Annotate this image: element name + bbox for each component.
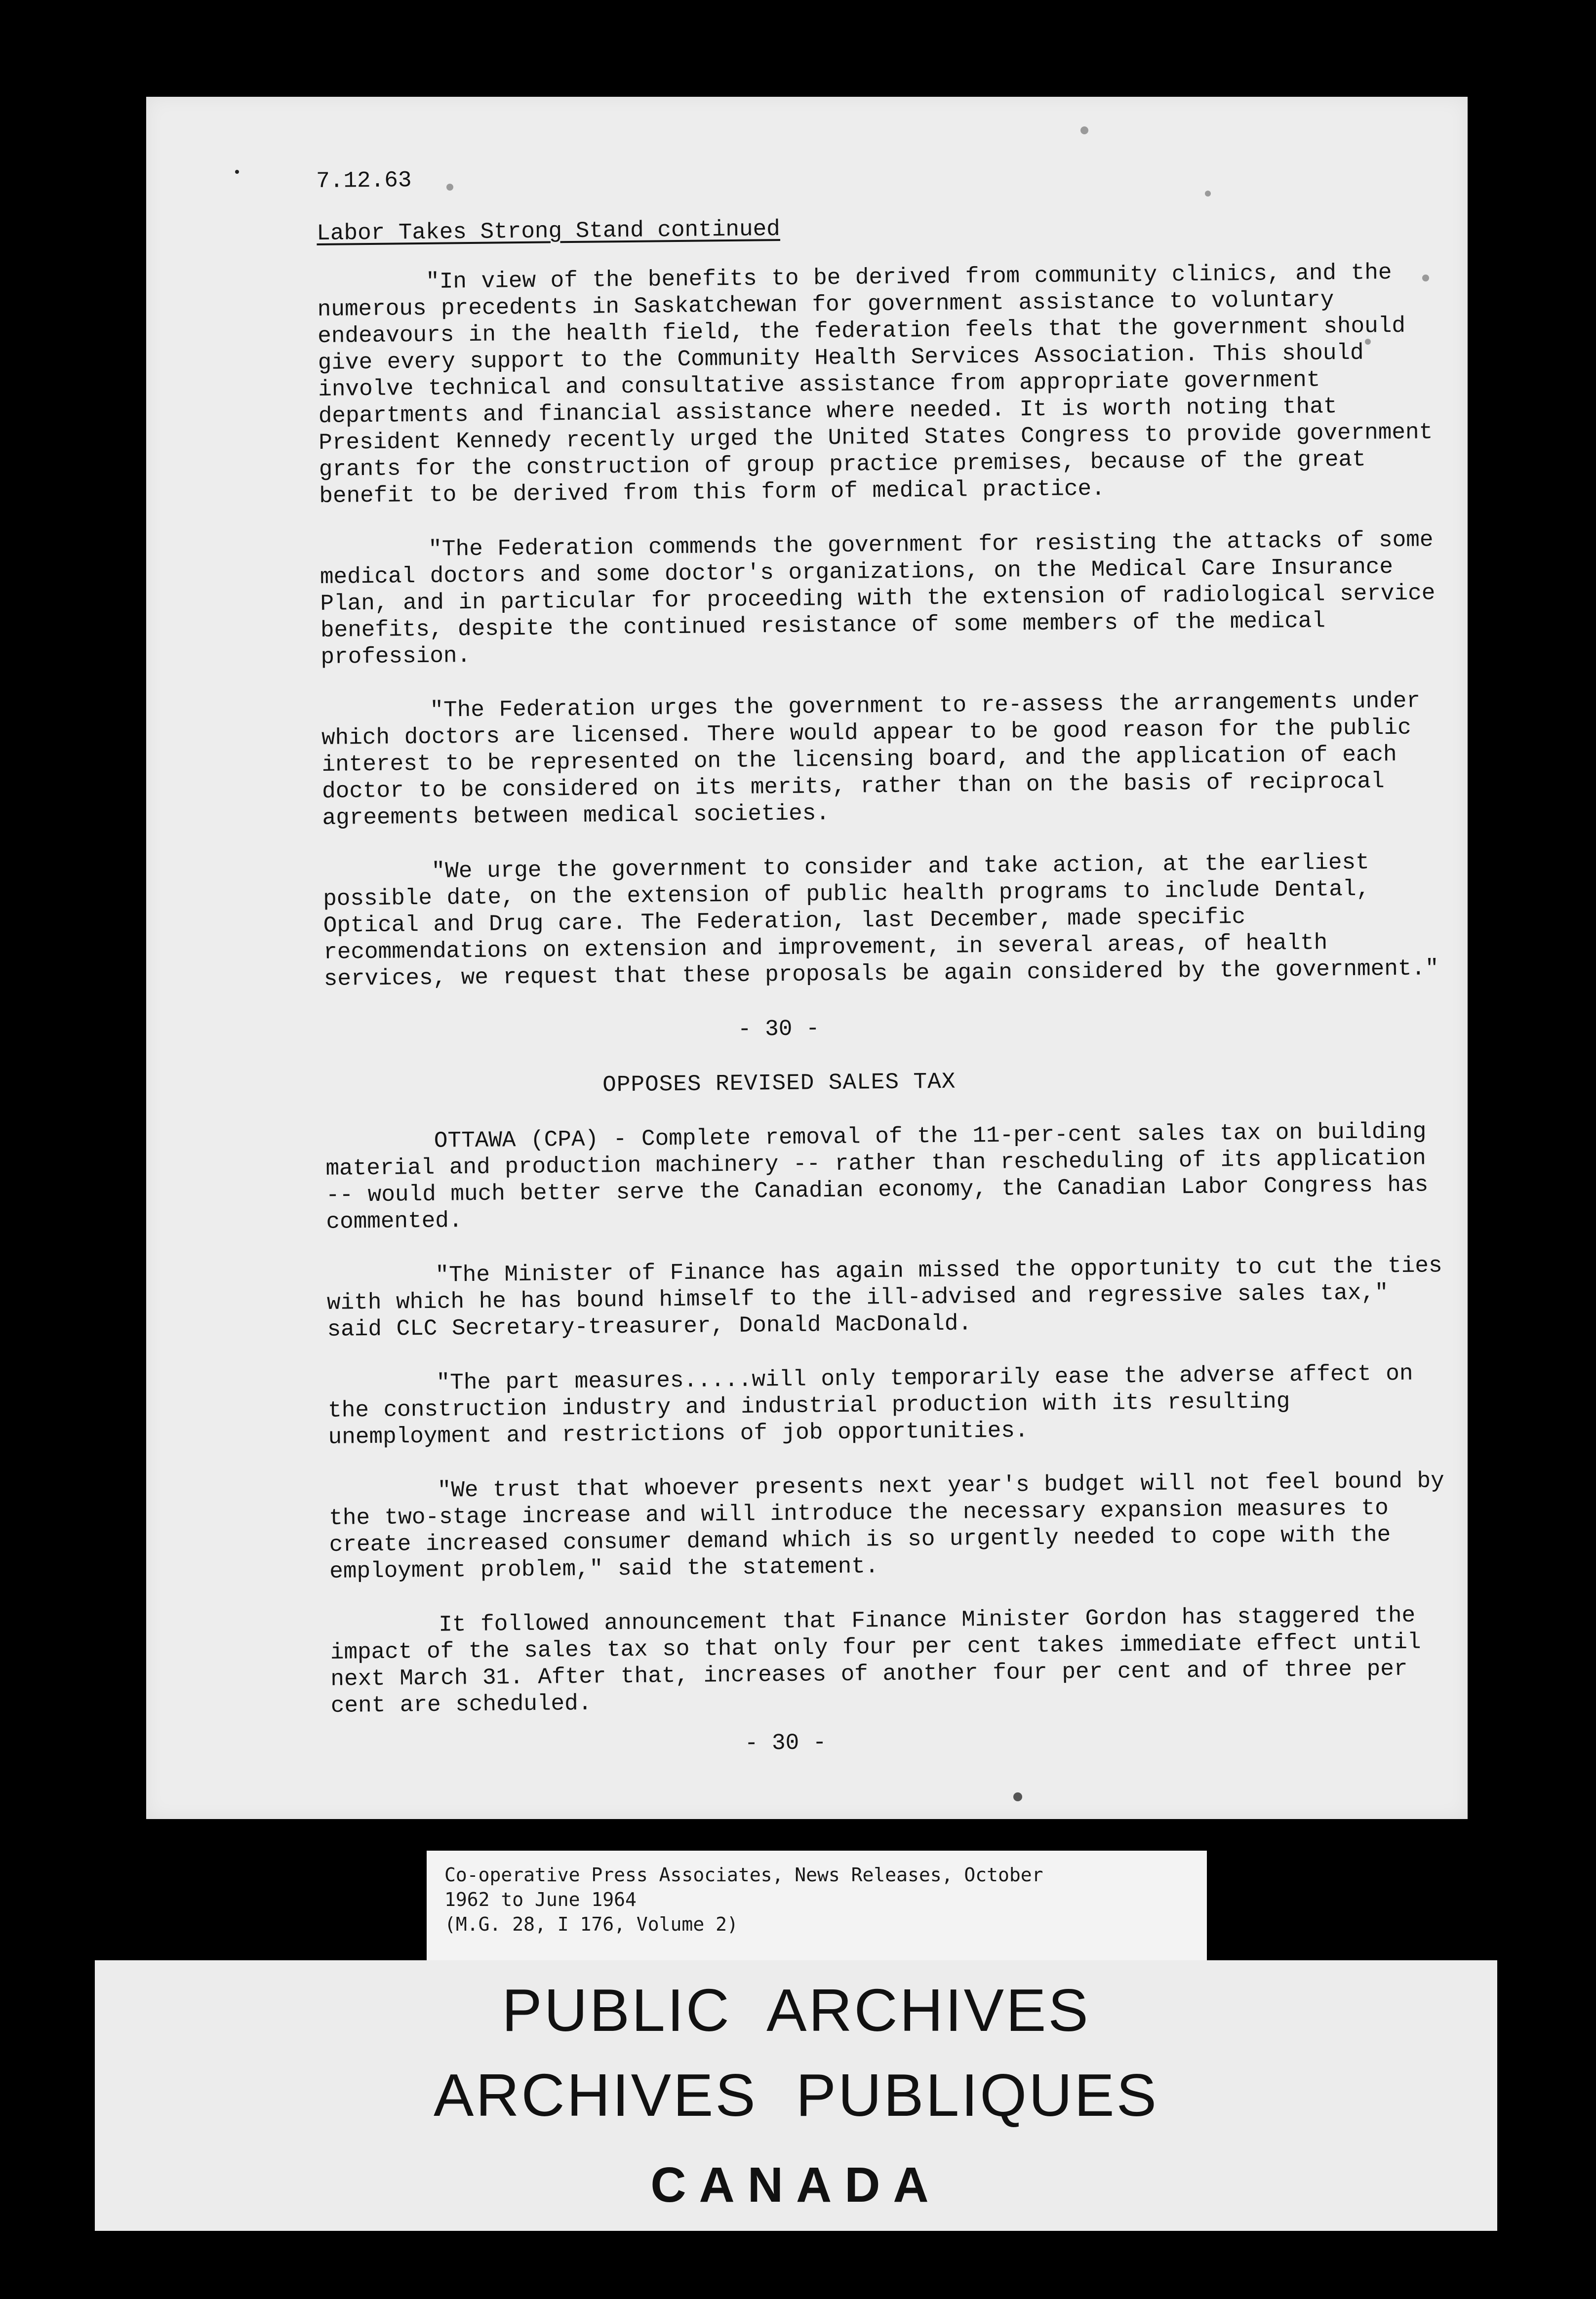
paragraph: "We urge the government to consider and take action, at the earliest possible date, on the extension of public health programs to include Dental, Optical and Drug care. The Federation, last December, made specific recommendations on extension and improvement, in several areas, of health services, we request that these proposals be again considered by the government.": [322, 849, 1439, 992]
section-title: OPPOSES REVISED SALES TAX: [602, 1069, 956, 1098]
stamp-line: CANADA: [650, 2157, 942, 2213]
paragraph: OTTAWA (CPA) - Complete removal of the 11-per-cent sales tax on building material and production machinery -- rather than rescheduling of its application -- would much better serve the Canadian economy, the Canadian Labor Congress has commented.: [325, 1118, 1429, 1235]
document-date: 7.12.63: [316, 167, 412, 194]
scan-speck: [235, 170, 239, 174]
paragraph: "The part measures.....will only temporarily ease the adverse affect on the construction industry and industrial production with its resulting unemployment and restrictions of job opportunities.: [327, 1360, 1413, 1450]
scan-speck: [1080, 126, 1088, 134]
scan-speck: [1013, 1792, 1022, 1801]
paragraph: "The Federation urges the government to re-assess the arrangements under which doctors are licensed. There would appear to be good reason for the public interest to be represented on the licensing board, and the application of each doctor to be considered on its merits, rather than on the basis of reciprocal agreements between medical societies.: [321, 688, 1421, 831]
citation-line: Co-operative Press Associates, News Releases, October: [444, 1864, 1043, 1886]
paragraph: "The Federation commends the government for resisting the attacks of some medical doctors and some doctor's organizations, on the Medical Care Insurance Plan, and in particular for proceeding with the extension of radiological service benefits, despite the continued resistance of some members of the medical profession.: [319, 527, 1436, 670]
stamp-line: ARCHIVES PUBLIQUES: [434, 2061, 1158, 2129]
document-heading: Labor Takes Strong Stand continued: [317, 216, 781, 246]
citation-line: (M.G. 28, I 176, Volume 2): [444, 1913, 738, 1935]
citation-label: [427, 1851, 1207, 1964]
typed-text: [316, 157, 1447, 1761]
page-marker: - 30 -: [744, 1730, 827, 1756]
stamp-line: PUBLIC ARCHIVES: [502, 1977, 1090, 2044]
archives-stamp: [95, 1960, 1497, 2231]
paragraph: "In view of the benefits to be derived from community clinics, and the numerous precedents in Saskatchewan for government assistance to voluntary endeavours in the health field, the federation feels that the government should give every support to the Community Health Services Association. This should involve technical and consultative assistance from appropriate government departments and financial assistance where needed. It is worth noting that President Kennedy recently urged the United States Congress to provide government grants for the construction of group practice premises, because of the great benefit to be derived from this form of medical practice.: [317, 260, 1433, 509]
paragraph: It followed announcement that Finance Minister Gordon has staggered the impact of the sales tax so that only four per cent takes immediate effect until next March 31. After that, increases of another four per cent and of three per cent are scheduled.: [330, 1602, 1421, 1719]
paragraph: "The Minister of Finance has again missed the opportunity to cut the ties with which he has bound himself to the ill-advised and regressive sales tax," said CLC Secretary-treasurer, Donald MacDonald.: [326, 1253, 1442, 1343]
citation-line: 1962 to June 1964: [444, 1889, 637, 1910]
page-marker: - 30 -: [737, 1016, 820, 1042]
paragraph: "We trust that whoever presents next year's budget will not feel bound by the two-stage increase and will introduce the necessary expansion measures to create increased consumer demand which is so urgently needed to cope with the employment problem," said the statement.: [329, 1468, 1445, 1585]
